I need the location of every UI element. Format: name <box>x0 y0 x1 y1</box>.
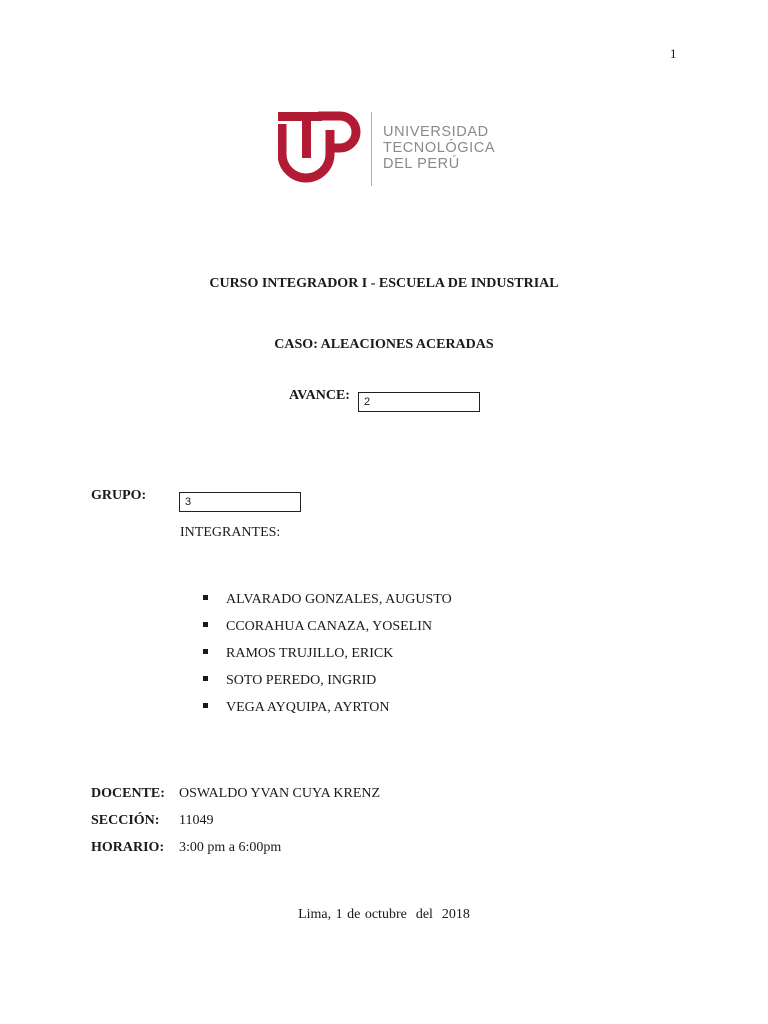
grupo-field[interactable]: 3 <box>179 492 301 512</box>
member-name: ALVARADO GONZALES, AUGUSTO <box>226 592 452 607</box>
bullet-icon <box>203 703 208 708</box>
integrantes-list <box>203 591 452 726</box>
bullet-icon <box>203 649 208 654</box>
logo-line-1: UNIVERSIDAD <box>383 124 489 140</box>
page-number: 1 <box>670 46 677 61</box>
logo-divider <box>371 112 372 186</box>
utp-logo-icon <box>278 110 362 188</box>
list-item <box>203 645 452 672</box>
avance-label: AVANCE: <box>289 388 350 403</box>
list-item <box>203 672 452 699</box>
member-name: CCORAHUA CANAZA, YOSELIN <box>226 619 432 634</box>
logo-line-2: TECNOLÓGICA <box>383 140 496 156</box>
grupo-label: GRUPO: <box>91 488 147 503</box>
course-title: CURSO INTEGRADOR I - ESCUELA DE INDUSTRIAL <box>209 276 559 291</box>
horario-value: 3:00 pm a 6:00pm <box>179 840 282 855</box>
logo-wordmark <box>383 124 495 172</box>
list-item <box>203 591 452 618</box>
seccion-value: 11049 <box>179 813 214 828</box>
bullet-icon <box>203 676 208 681</box>
seccion-label: SECCIÓN: <box>91 813 160 828</box>
date-line: Lima, 1 de octubre del 2018 <box>298 907 470 922</box>
member-name: RAMOS TRUJILLO, ERICK <box>226 646 394 661</box>
docente-row <box>91 786 380 802</box>
list-item <box>203 699 452 726</box>
integrantes-label: INTEGRANTES: <box>180 525 281 540</box>
university-logo <box>278 110 498 190</box>
seccion-row <box>91 813 213 829</box>
avance-field[interactable]: 2 <box>358 392 480 412</box>
bullet-icon <box>203 595 208 600</box>
member-name: VEGA AYQUIPA, AYRTON <box>226 700 390 715</box>
docente-value: OSWALDO YVAN CUYA KRENZ <box>179 786 381 801</box>
member-name: SOTO PEREDO, INGRID <box>226 673 377 688</box>
horario-label: HORARIO: <box>91 840 165 855</box>
docente-label: DOCENTE: <box>91 786 165 801</box>
logo-line-3: DEL PERÚ <box>383 156 460 172</box>
list-item <box>203 618 452 645</box>
horario-row <box>91 840 281 856</box>
case-title: CASO: ALEACIONES ACERADAS <box>274 337 494 352</box>
bullet-icon <box>203 622 208 627</box>
